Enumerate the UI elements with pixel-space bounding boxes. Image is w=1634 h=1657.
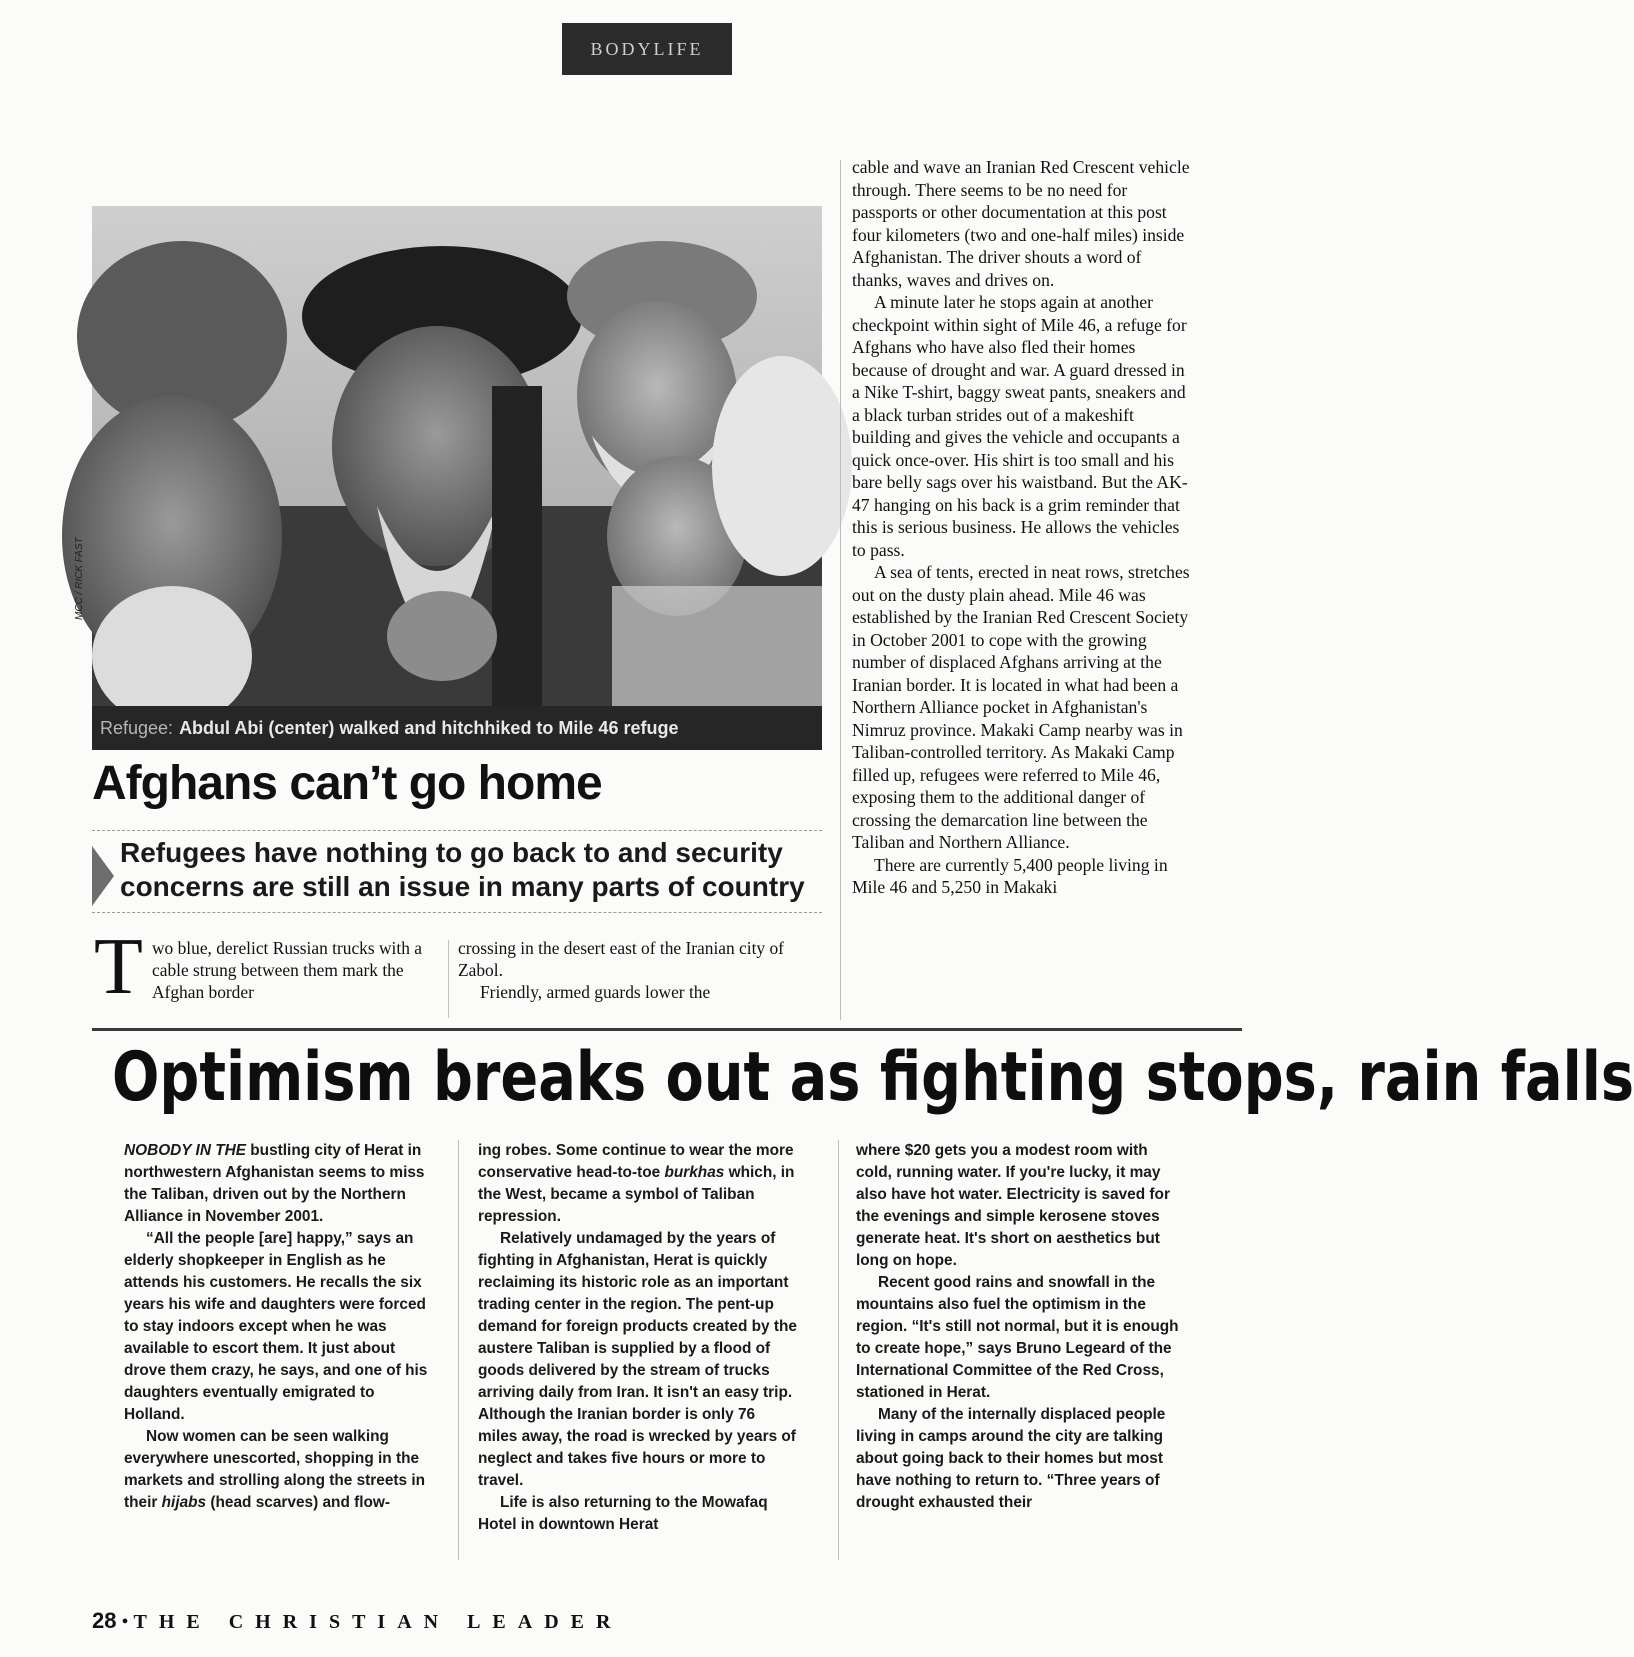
article1-col2-paragraph: Friendly, armed guards lower the bbox=[480, 982, 711, 1002]
article2-col1-paragraph bbox=[124, 1140, 434, 1228]
column-rule bbox=[448, 940, 449, 1018]
article1-headline: Afghans can’t go home bbox=[92, 757, 602, 810]
article1-deck: Refugees have nothing to go back to and security concerns are still an issue in many parts of country bbox=[120, 837, 805, 902]
article2-col2-paragraph: Life is also returning to the Mowafaq Hotel in downtown Herat bbox=[478, 1494, 768, 1533]
article2-col1-text: bustling city of Herat in northwestern Afghanistan seems to miss the Taliban, driven out by the Northern Alliance in November 2001. bbox=[124, 1142, 425, 1225]
refugee-photo bbox=[92, 206, 822, 750]
article1-col3-paragraph: A minute later he stops again at another checkpoint within sight of Mile 46, a refuge for Afghans who have also fled their homes because of drought and war. A guard dressed in a Nike T-shirt, baggy sweat pants, sneakers and a black turban strides out of a makeshift building and gives the vehicle and occupants a quick once-over. His shirt is too small and his bare belly sags over his waistband. But the AK-47 hanging on his back is a grim reminder that this is serious business. He allows the vehicles to pass. bbox=[852, 292, 1188, 560]
photo-caption-lead: Refugee: bbox=[100, 717, 174, 738]
article1-column1 bbox=[152, 937, 442, 1003]
photo-caption-text: Abdul Abi (center) walked and hitchhiked to Mile 46 refuge bbox=[179, 717, 679, 738]
footer-bullet: • bbox=[121, 1611, 129, 1633]
article1-col3-paragraph: A sea of tents, erected in neat rows, stretches out on the dusty plain ahead. Mile 46 was established by the Iranian Red Crescent Society in October 2001 to cope with the growing number of displaced Afghans arriving at the Iranian border. It is located in what had been a Northern Alliance pocket in Afghanistan's Nimruz province. Makaki Camp nearby was in Taliban-controlled territory. As Makaki Camp filled up, refugees were referred to Mile 46, exposing them to the additional danger of crossing the demarcation line between the Taliban and Northern Alliance. bbox=[852, 562, 1190, 852]
article2-col1-text: Now women can be seen walking everywhere unescorted, shopping in the markets and strolling along the streets in their bbox=[124, 1428, 426, 1511]
article2-col2-paragraph: Relatively undamaged by the years of fighting in Afghanistan, Herat is quickly reclaiming its historic role as an important trading center in the region. The pent-up demand for foreign products created by the austere Taliban is supplied by a flood of goods delivered by the stream of trucks arriving daily from Iran. It isn't an easy trip. Although the Iranian border is only 76 miles away, the road is wrecked by years of neglect and takes five hours or more to travel. bbox=[478, 1230, 797, 1489]
publication-name: THE CHRISTIAN LEADER bbox=[133, 1611, 623, 1633]
article2-col1-paragraph: “All the people [are] happy,” says an elderly shopkeeper in English as he attends his customers. He recalls the six years his wife and daughters were forced to stay indoors except when he was available to escort them. It just about drove them crazy, he says, and one of his daughters eventually emigrated to Holland. bbox=[124, 1230, 428, 1423]
article2-column1 bbox=[124, 1140, 434, 1514]
article1-col3-paragraph: There are currently 5,400 people living in Mile 46 and 5,250 in Makaki bbox=[852, 854, 1168, 897]
article2-burkhas: burkhas bbox=[664, 1164, 725, 1181]
article1-col1-paragraph: wo blue, derelict Russian trucks with a cable strung between them mark the Afghan border bbox=[152, 938, 422, 1002]
section-divider bbox=[92, 1028, 1242, 1031]
deck-arrow-icon bbox=[92, 846, 114, 906]
article2-col3-paragraph: where $20 gets you a modest room with cold, running water. If you're lucky, it may also have hot water. Electricity is saved for the evenings and simple kerosene stoves generate heat. It's short on aesthetics but long on hope. bbox=[856, 1142, 1170, 1269]
article2-headline: Optimism breaks out as fighting stops, rain falls bbox=[112, 1038, 1634, 1117]
deck-rule-top bbox=[92, 830, 822, 831]
article2-col2-text: which, in the West, became a symbol of Taliban repression. bbox=[478, 1164, 795, 1225]
article1-column2 bbox=[458, 937, 814, 1003]
article1-col3-paragraph: cable and wave an Iranian Red Crescent vehicle through. There seems to be no need for passports or other documentation at this post four kilometers (two and one-half miles) inside Afghanistan. The driver shouts a word of thanks, waves and drives on. bbox=[852, 157, 1190, 290]
page-footer bbox=[92, 1608, 622, 1634]
photo-caption bbox=[92, 706, 822, 750]
article2-col1-paragraph bbox=[124, 1426, 434, 1514]
article2-col3-paragraph: Recent good rains and snowfall in the mountains also fuel the optimism in the region. “It's still not normal, but it is enough to create hope,” says Bruno Legeard of the International Committee of the Red Cross, stationed in Herat. bbox=[856, 1274, 1179, 1401]
article2-column3 bbox=[856, 1140, 1186, 1514]
page-number: 28 bbox=[92, 1608, 117, 1633]
column-rule bbox=[838, 1140, 839, 1560]
article2-lead-in: NOBODY IN THE bbox=[124, 1142, 246, 1159]
article2-col2-text: ing robes. Some continue to wear the more conservative head-to-toe bbox=[478, 1142, 794, 1181]
refugee-photo-image bbox=[92, 206, 822, 750]
article2-column2 bbox=[478, 1140, 798, 1536]
photo-credit: MCC / RICK FAST bbox=[74, 537, 85, 620]
column-rule bbox=[840, 160, 841, 1020]
section-tab: BODYLIFE bbox=[562, 23, 732, 75]
article2-col2-paragraph bbox=[478, 1140, 798, 1228]
deck-rule-bottom bbox=[92, 912, 822, 913]
article2-col1-tail: (head scarves) and flow- bbox=[210, 1494, 391, 1511]
article2-col3-paragraph: Many of the internally displaced people living in camps around the city are talking about going back to their homes but most have nothing to return to. “Three years of drought exhausted their bbox=[856, 1406, 1166, 1511]
article1-col2-paragraph: crossing in the desert east of the Iranian city of Zabol. bbox=[458, 938, 784, 980]
article2-hijabs: hijabs bbox=[161, 1494, 207, 1511]
drop-cap: T bbox=[94, 923, 143, 1011]
column-rule bbox=[458, 1140, 459, 1560]
article1-column3 bbox=[852, 156, 1192, 899]
